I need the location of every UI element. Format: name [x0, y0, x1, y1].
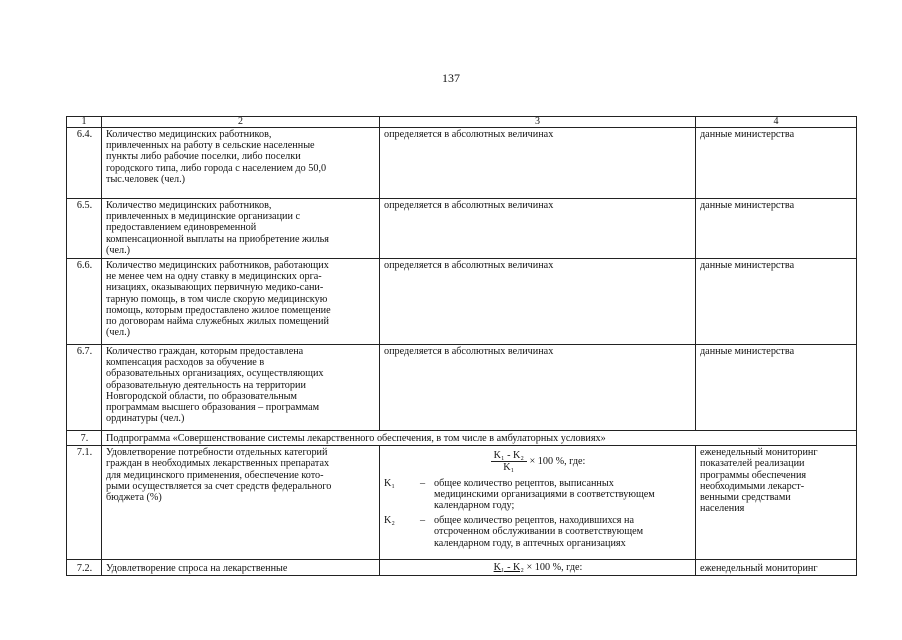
- row-number: 6.6.: [67, 259, 102, 345]
- definition-text: общее количество рецептов, находившихся на отсроченном обслуживании в соответствующем календарном году, в аптечных организациях: [434, 515, 644, 549]
- formula-fraction: [491, 450, 527, 473]
- table-row: [67, 199, 857, 259]
- data-source: еженедельный мониторинг показателей реализации программы обеспечения необходимыми лекарст- венными средствами населения: [696, 446, 857, 560]
- indicator-name: Количество медицинских работников, работающих не менее чем на одну ставку в медицинских орга- низациях, оказывающих первичную медико-сани- тарную помощь, в том числе скорую медицинскую помощь, которым предоставлено жилое помещение по договорам найма служебных жилых помещений (чел.): [102, 259, 380, 345]
- row-number: 7.: [67, 431, 102, 446]
- formula-suffix: × 100 %, где:: [529, 456, 586, 468]
- header-col-3: 3: [380, 117, 696, 128]
- definition-item: [384, 515, 692, 549]
- row-number: 6.7.: [67, 345, 102, 431]
- definition-symbol: K₁: [384, 477, 395, 489]
- indicator-name: Количество медицинских работников, привлеченных в медицинские организации с предоставлением единовременной компенсационной выплаты на приобретение жилья (чел.): [102, 199, 380, 259]
- formula-numerator: K₁ - K₂: [493, 562, 524, 574]
- table-row: [67, 345, 857, 431]
- header-col-1: 1: [67, 117, 102, 128]
- indicator-name: Количество медицинских работников, привлеченных на работу в сельские населенные пункты либо рабочие поселки, либо поселки городского типа, либо города с населением до 50,0 тыс.человек (чел.): [102, 128, 380, 199]
- row-number: 7.1.: [67, 446, 102, 560]
- data-source: данные министерства: [696, 199, 857, 259]
- data-source: данные министерства: [696, 345, 857, 431]
- definition-symbol: K₂: [384, 515, 395, 527]
- table-row: [67, 128, 857, 199]
- table-header-row: [67, 117, 857, 128]
- indicator-name: Удовлетворение спроса на лекарственные: [102, 560, 380, 576]
- calculation-method: определяется в абсолютных величинах: [380, 199, 696, 259]
- definition-item: [384, 478, 692, 512]
- row-number: 6.5.: [67, 199, 102, 259]
- formula-denominator: K₁: [503, 462, 515, 474]
- formula-suffix: × 100 %, где:: [526, 562, 583, 574]
- indicator-table: [66, 116, 857, 576]
- definition-dash: –: [420, 477, 426, 489]
- calculation-method: определяется в абсолютных величинах: [380, 128, 696, 199]
- calculation-method: определяется в абсолютных величинах: [380, 345, 696, 431]
- formula-numerator: K₁ - K₂: [491, 450, 527, 462]
- calculation-method: [380, 446, 696, 560]
- indicator-name: Количество граждан, которым предоставлена компенсация расходов за обучение в образовательных организациях, осуществляющих образовательную деятельность на территории Новгородской области, по образовательным программам высшего образования – программам ординатуры (чел.): [102, 345, 380, 431]
- header-col-2: 2: [102, 117, 380, 128]
- row-number: 7.2.: [67, 560, 102, 576]
- data-source: еженедельный мониторинг: [696, 560, 857, 576]
- data-source: данные министерства: [696, 128, 857, 199]
- indicator-name: Удовлетворение потребности отдельных категорий граждан в необходимых лекарственных препаратах для медицинского применения, обеспечение кото- рыми осуществляется за счет средств федерального бюджета (%): [102, 446, 380, 560]
- header-col-4: 4: [696, 117, 857, 128]
- row-number: 6.4.: [67, 128, 102, 199]
- definition-dash: –: [420, 515, 426, 527]
- page-number: 137: [442, 71, 460, 85]
- subprogram-row: [67, 431, 857, 446]
- subprogram-title: Подпрограмма «Совершенствование системы лекарственного обеспечения, в том числе в амбулаторных условиях»: [102, 431, 857, 446]
- table-row: [67, 560, 857, 576]
- data-source: данные министерства: [696, 259, 857, 345]
- formula: [380, 560, 696, 576]
- definition-text: общее количество рецептов, выписанных медицинскими организациями в соответствующем календарном году;: [434, 477, 655, 512]
- formula-definitions: [384, 478, 692, 549]
- table-row: [67, 259, 857, 345]
- table-row: [67, 446, 857, 560]
- formula: [384, 450, 692, 473]
- calculation-method: определяется в абсолютных величинах: [380, 259, 696, 345]
